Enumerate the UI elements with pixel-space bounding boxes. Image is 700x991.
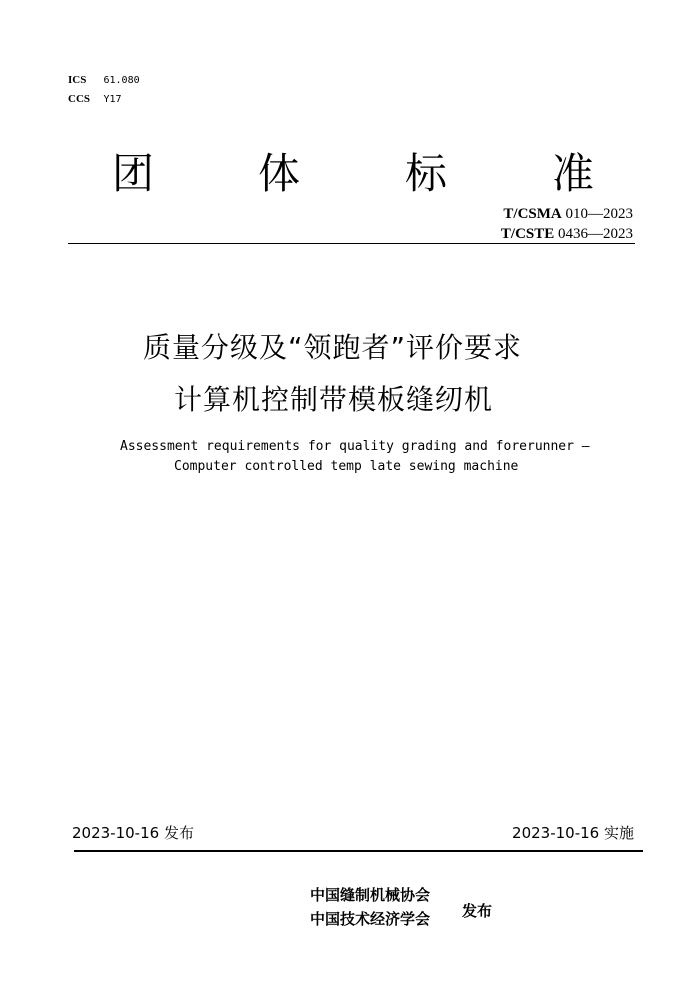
issue-date: 2023-10-16 发布	[72, 824, 194, 842]
ics-label: ICS	[68, 74, 87, 86]
standard-type-char-4: 准	[552, 149, 595, 198]
title-cn-line-1: 质量分级及“领跑者”评价要求	[143, 331, 523, 364]
header-divider	[68, 243, 635, 244]
publish-label: 发布	[462, 902, 493, 920]
standard-type-char-3: 标	[405, 149, 448, 198]
implementation-date: 2023-10-16 实施	[512, 824, 634, 842]
standard-type-char-1: 团	[112, 149, 155, 198]
publisher-org-2: 中国技术经济学会	[310, 910, 431, 928]
title-en-line-1: Assessment requirements for quality grading and forerunner —	[120, 439, 590, 454]
standard-code-1-number: 010—2023	[565, 206, 633, 222]
standard-code-2	[501, 225, 633, 244]
title-cn-line-2: 计算机控制带模板缝纫机	[174, 383, 494, 416]
ccs-label: CCS	[68, 93, 91, 105]
standard-code-1-prefix: T/CSMA	[503, 206, 562, 222]
title-en-line-2: Computer controlled temp late sewing machine	[174, 459, 519, 474]
ccs-value: Y17	[103, 94, 122, 105]
ics-classification	[68, 73, 140, 88]
ccs-classification	[68, 92, 122, 107]
ics-value: 61.080	[103, 75, 140, 86]
footer-divider	[74, 850, 643, 852]
standard-code-2-number: 0436—2023	[558, 226, 633, 242]
standard-type-char-2: 体	[258, 149, 301, 198]
publisher-org-1: 中国缝制机械协会	[310, 886, 431, 904]
standard-code-2-prefix: T/CSTE	[500, 226, 555, 242]
standard-code-1	[503, 205, 633, 224]
